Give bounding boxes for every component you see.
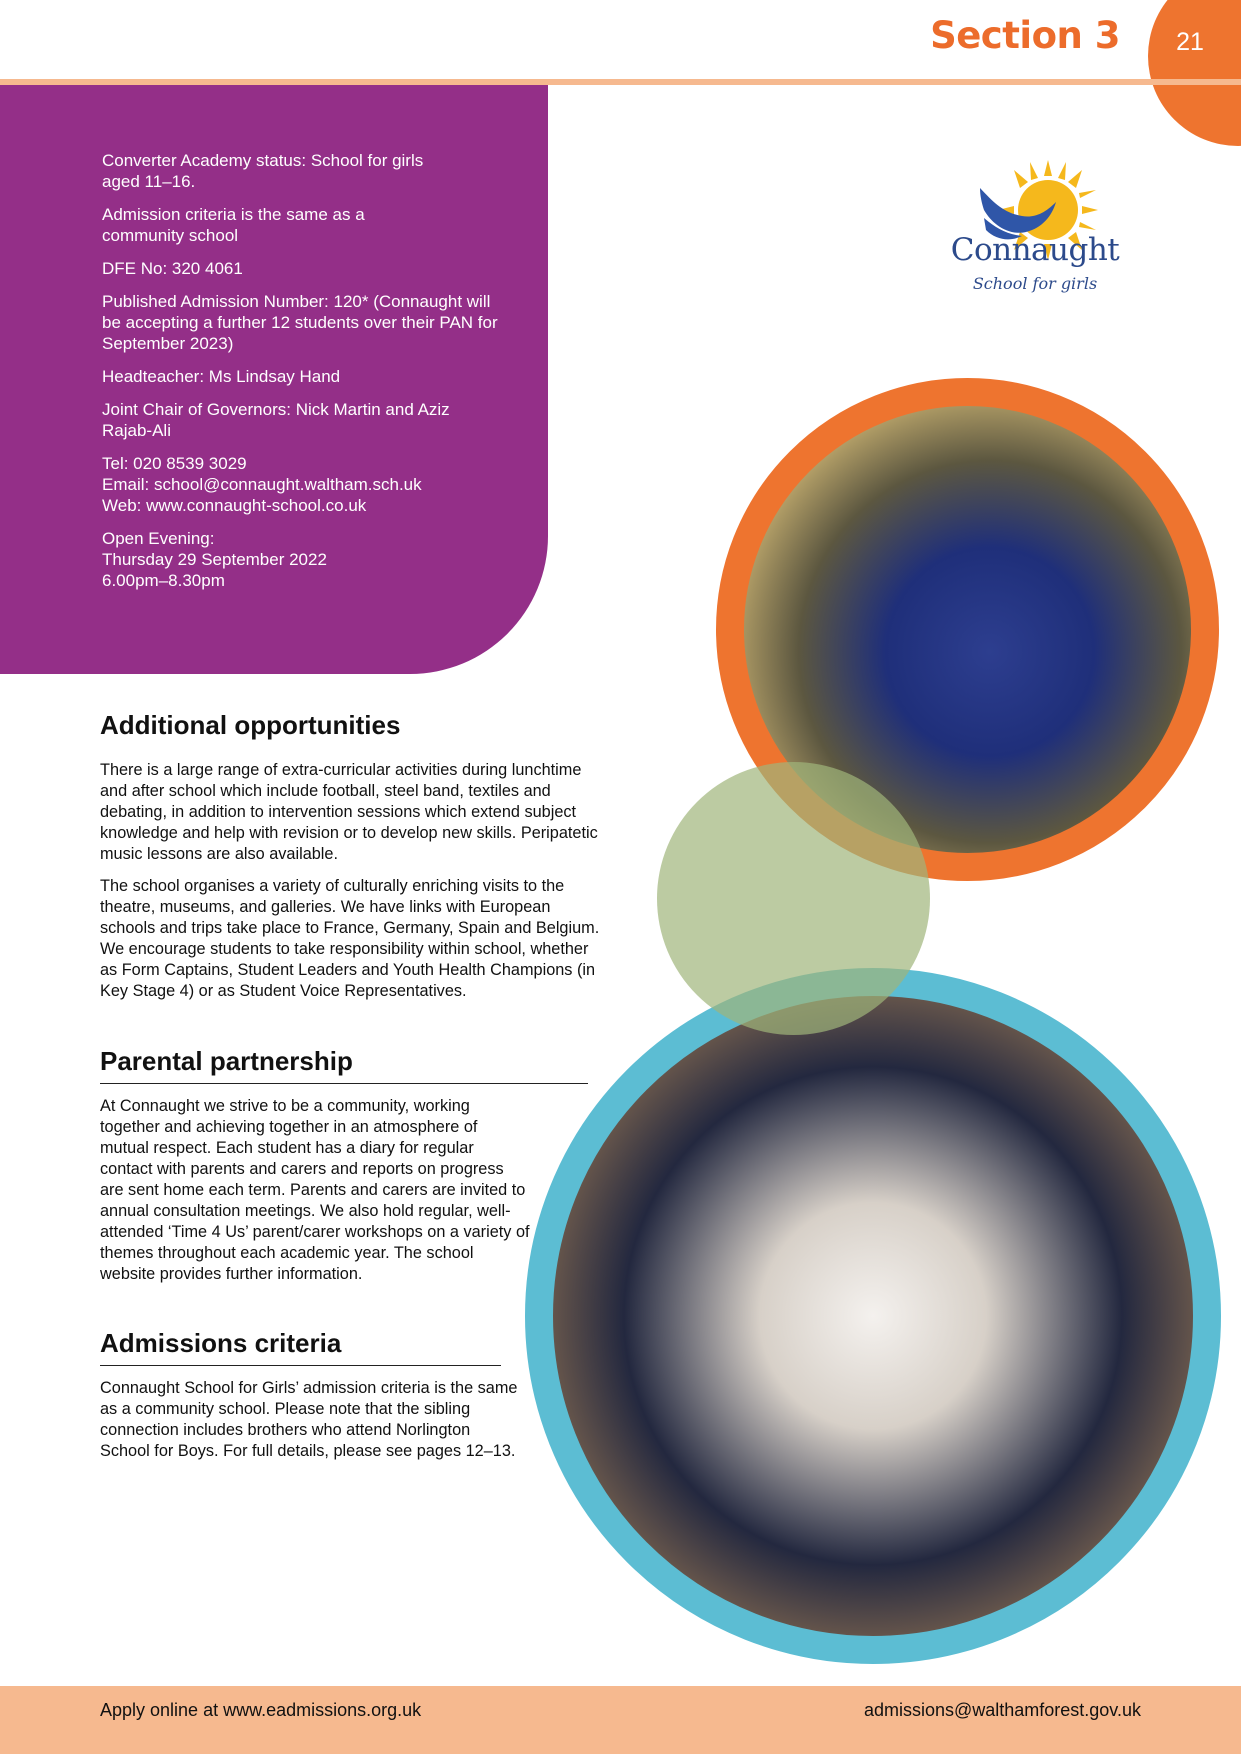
additional-opportunities-text bbox=[100, 760, 610, 1013]
heading-admissions-criteria: Admissions criteria bbox=[100, 1328, 342, 1358]
info-headteacher: Headteacher: Ms Lindsay Hand bbox=[102, 367, 341, 386]
heading-parental-partnership: Parental partnership bbox=[100, 1046, 353, 1076]
heading-underline bbox=[100, 1083, 588, 1084]
section-title: Section 3 bbox=[930, 14, 1120, 57]
heading-additional-opportunities: Additional opportunities bbox=[100, 710, 401, 740]
school-info-text bbox=[102, 150, 532, 603]
school-logo-subtitle: School for girls bbox=[972, 274, 1098, 293]
info-contact: Tel: 020 8539 3029 Email: school@connaught.waltham.sch.uk Web: www.connaught-school.co.uk bbox=[102, 454, 422, 515]
decorative-green-circle bbox=[657, 762, 930, 1035]
page-number: 21 bbox=[1176, 28, 1204, 56]
parental-partnership-text bbox=[100, 1096, 530, 1296]
paragraph: There is a large range of extra-curricular activities during lunchtime and after school which include football, steel band, textiles and debating, in addition to intervention sessions which extend subject knowledge and help with revision or to develop new skills. Peripatetic music lessons are also available. bbox=[100, 761, 598, 863]
page-number-circle bbox=[1148, 0, 1241, 146]
info-dfe: DFE No: 320 4061 bbox=[102, 259, 243, 278]
info-open-evening: Open Evening: Thursday 29 September 2022 6.00pm–8.30pm bbox=[102, 529, 327, 590]
info-pan: Published Admission Number: 120* (Connaught will be accepting a further 12 students over their PAN for September 2023) bbox=[102, 292, 498, 353]
footer-apply-link[interactable]: Apply online at www.eadmissions.org.uk bbox=[100, 1700, 422, 1720]
school-logo-name: Connaught bbox=[950, 232, 1120, 268]
paragraph: Connaught School for Girls’ admission criteria is the same as a community school. Please note that the sibling connection includes brothers who attend Norlington School for Boys. For full details, please see pages 12–13. bbox=[100, 1379, 518, 1460]
paragraph: The school organises a variety of culturally enriching visits to the theatre, museums, and galleries. We have links with European schools and trips take place to France, Germany, Spain and Belgium. We encourage students to take responsibility within school, whether as Form Captains, Student Leaders and Youth Health Champions (in Key Stage 4) or as Student Voice Representatives. bbox=[100, 877, 600, 1000]
admissions-criteria-text bbox=[100, 1378, 520, 1473]
info-criteria: Admission criteria is the same as a community school bbox=[102, 205, 365, 245]
paragraph: At Connaught we strive to be a community, working together and achieving together in an atmosphere of mutual respect. Each student has a diary for regular contact with parents and carers and reports on progress are sent home each term. Parents and carers are invited to annual consultation meetings. We also hold regular, well-attended ‘Time 4 Us’ parent/carer workshops on a variety of themes throughout each academic year. The school website provides further information. bbox=[100, 1097, 530, 1283]
info-status: Converter Academy status: School for girls aged 11–16. bbox=[102, 151, 424, 191]
sun-bird-logo-icon bbox=[944, 128, 1134, 298]
heading-underline bbox=[100, 1365, 501, 1366]
students-science-lab-photo bbox=[525, 968, 1221, 1664]
info-governors: Joint Chair of Governors: Nick Martin and Aziz Rajab-Ali bbox=[102, 400, 450, 440]
footer-email-link[interactable]: admissions@walthamforest.gov.uk bbox=[863, 1700, 1141, 1720]
